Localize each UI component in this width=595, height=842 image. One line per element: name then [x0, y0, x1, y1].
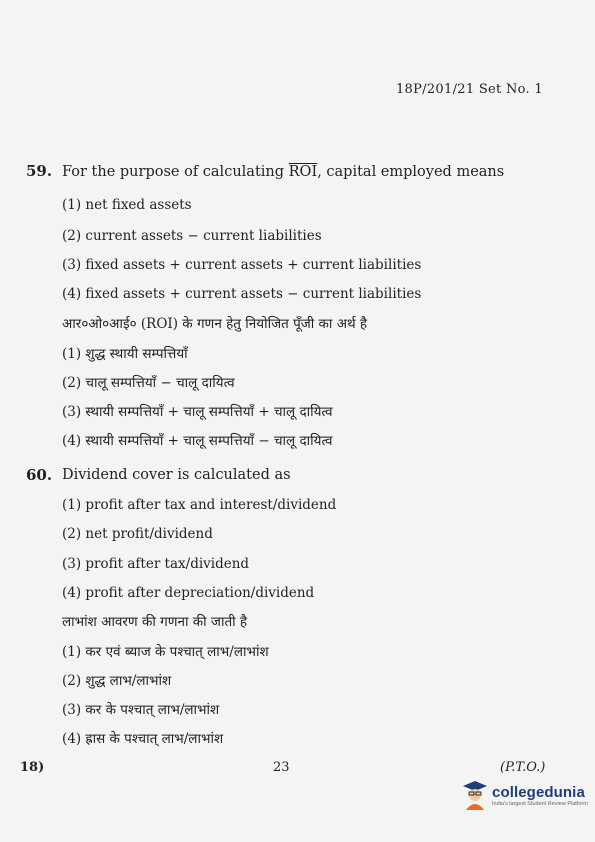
q60-option-1: (1) profit after tax and interest/dividend [62, 497, 337, 513]
question-60-number: 60. [26, 466, 53, 484]
collegedunia-logo [462, 780, 588, 810]
q60-hindi-option-4: (4) ह्रास के पश्चात् लाभ/लाभांश [62, 731, 224, 747]
logo-tagline: India's largest Student Review Platform [492, 800, 588, 807]
q60-hindi-option-1: (1) कर एवं ब्याज के पश्चात् लाभ/लाभांश [62, 644, 269, 660]
q59-hindi-option-2: (2) चालू सम्पत्तियाँ − चालू दायित्व [62, 375, 235, 391]
q59-option-4: (4) fixed assets + current assets − current liabilities [62, 286, 422, 302]
footer-left-code: 18) [20, 760, 45, 775]
question-59-text-pre: For the purpose of calculating [62, 164, 289, 180]
question-59-text [62, 164, 504, 180]
q60-hindi-text: लाभांश आवरण की गणना की जाती है [62, 614, 248, 630]
q59-hindi-option-1: (1) शुद्ध स्थायी सम्पत्तियाँ [62, 346, 188, 362]
logo-name: collegedunia [492, 783, 585, 801]
question-60-text: Dividend cover is calculated as [62, 467, 291, 483]
q60-hindi-option-2: (2) शुद्ध लाभ/लाभांश [62, 673, 172, 689]
q59-option-1: (1) net fixed assets [62, 197, 192, 213]
q60-hindi-option-3: (3) कर के पश्चात् लाभ/लाभांश [62, 702, 220, 718]
page-number: 23 [273, 760, 290, 775]
q59-option-3: (3) fixed assets + current assets + current liabilities [62, 257, 422, 273]
pto-label: (P.T.O.) [500, 760, 546, 775]
q60-option-3: (3) profit after tax/dividend [62, 556, 250, 572]
graduate-avatar-icon [462, 780, 488, 810]
q59-hindi-text: आर०ओ०आई० (ROI) के गणन हेतु नियोजित पूँजी का अर्थ है [62, 316, 368, 332]
q60-option-4: (4) profit after depreciation/dividend [62, 585, 315, 601]
q59-option-2: (2) current assets − current liabilities [62, 228, 322, 244]
q59-hindi-option-4: (4) स्थायी सम्पत्तियाँ + चालू सम्पत्तियाँ − चालू दायित्व [62, 433, 333, 449]
q60-option-2: (2) net profit/dividend [62, 526, 213, 542]
question-59-roi: $\overline{ROI}$ [288, 164, 318, 180]
question-59-number: 59. [26, 162, 53, 180]
set-code: 18P/201/21 Set No. 1 [395, 82, 543, 97]
q59-hindi-option-3: (3) स्थायी सम्पत्तियाँ + चालू सम्पत्तियाँ + चालू दायित्व [62, 404, 333, 420]
question-59-text-post: , capital employed means [317, 164, 505, 180]
